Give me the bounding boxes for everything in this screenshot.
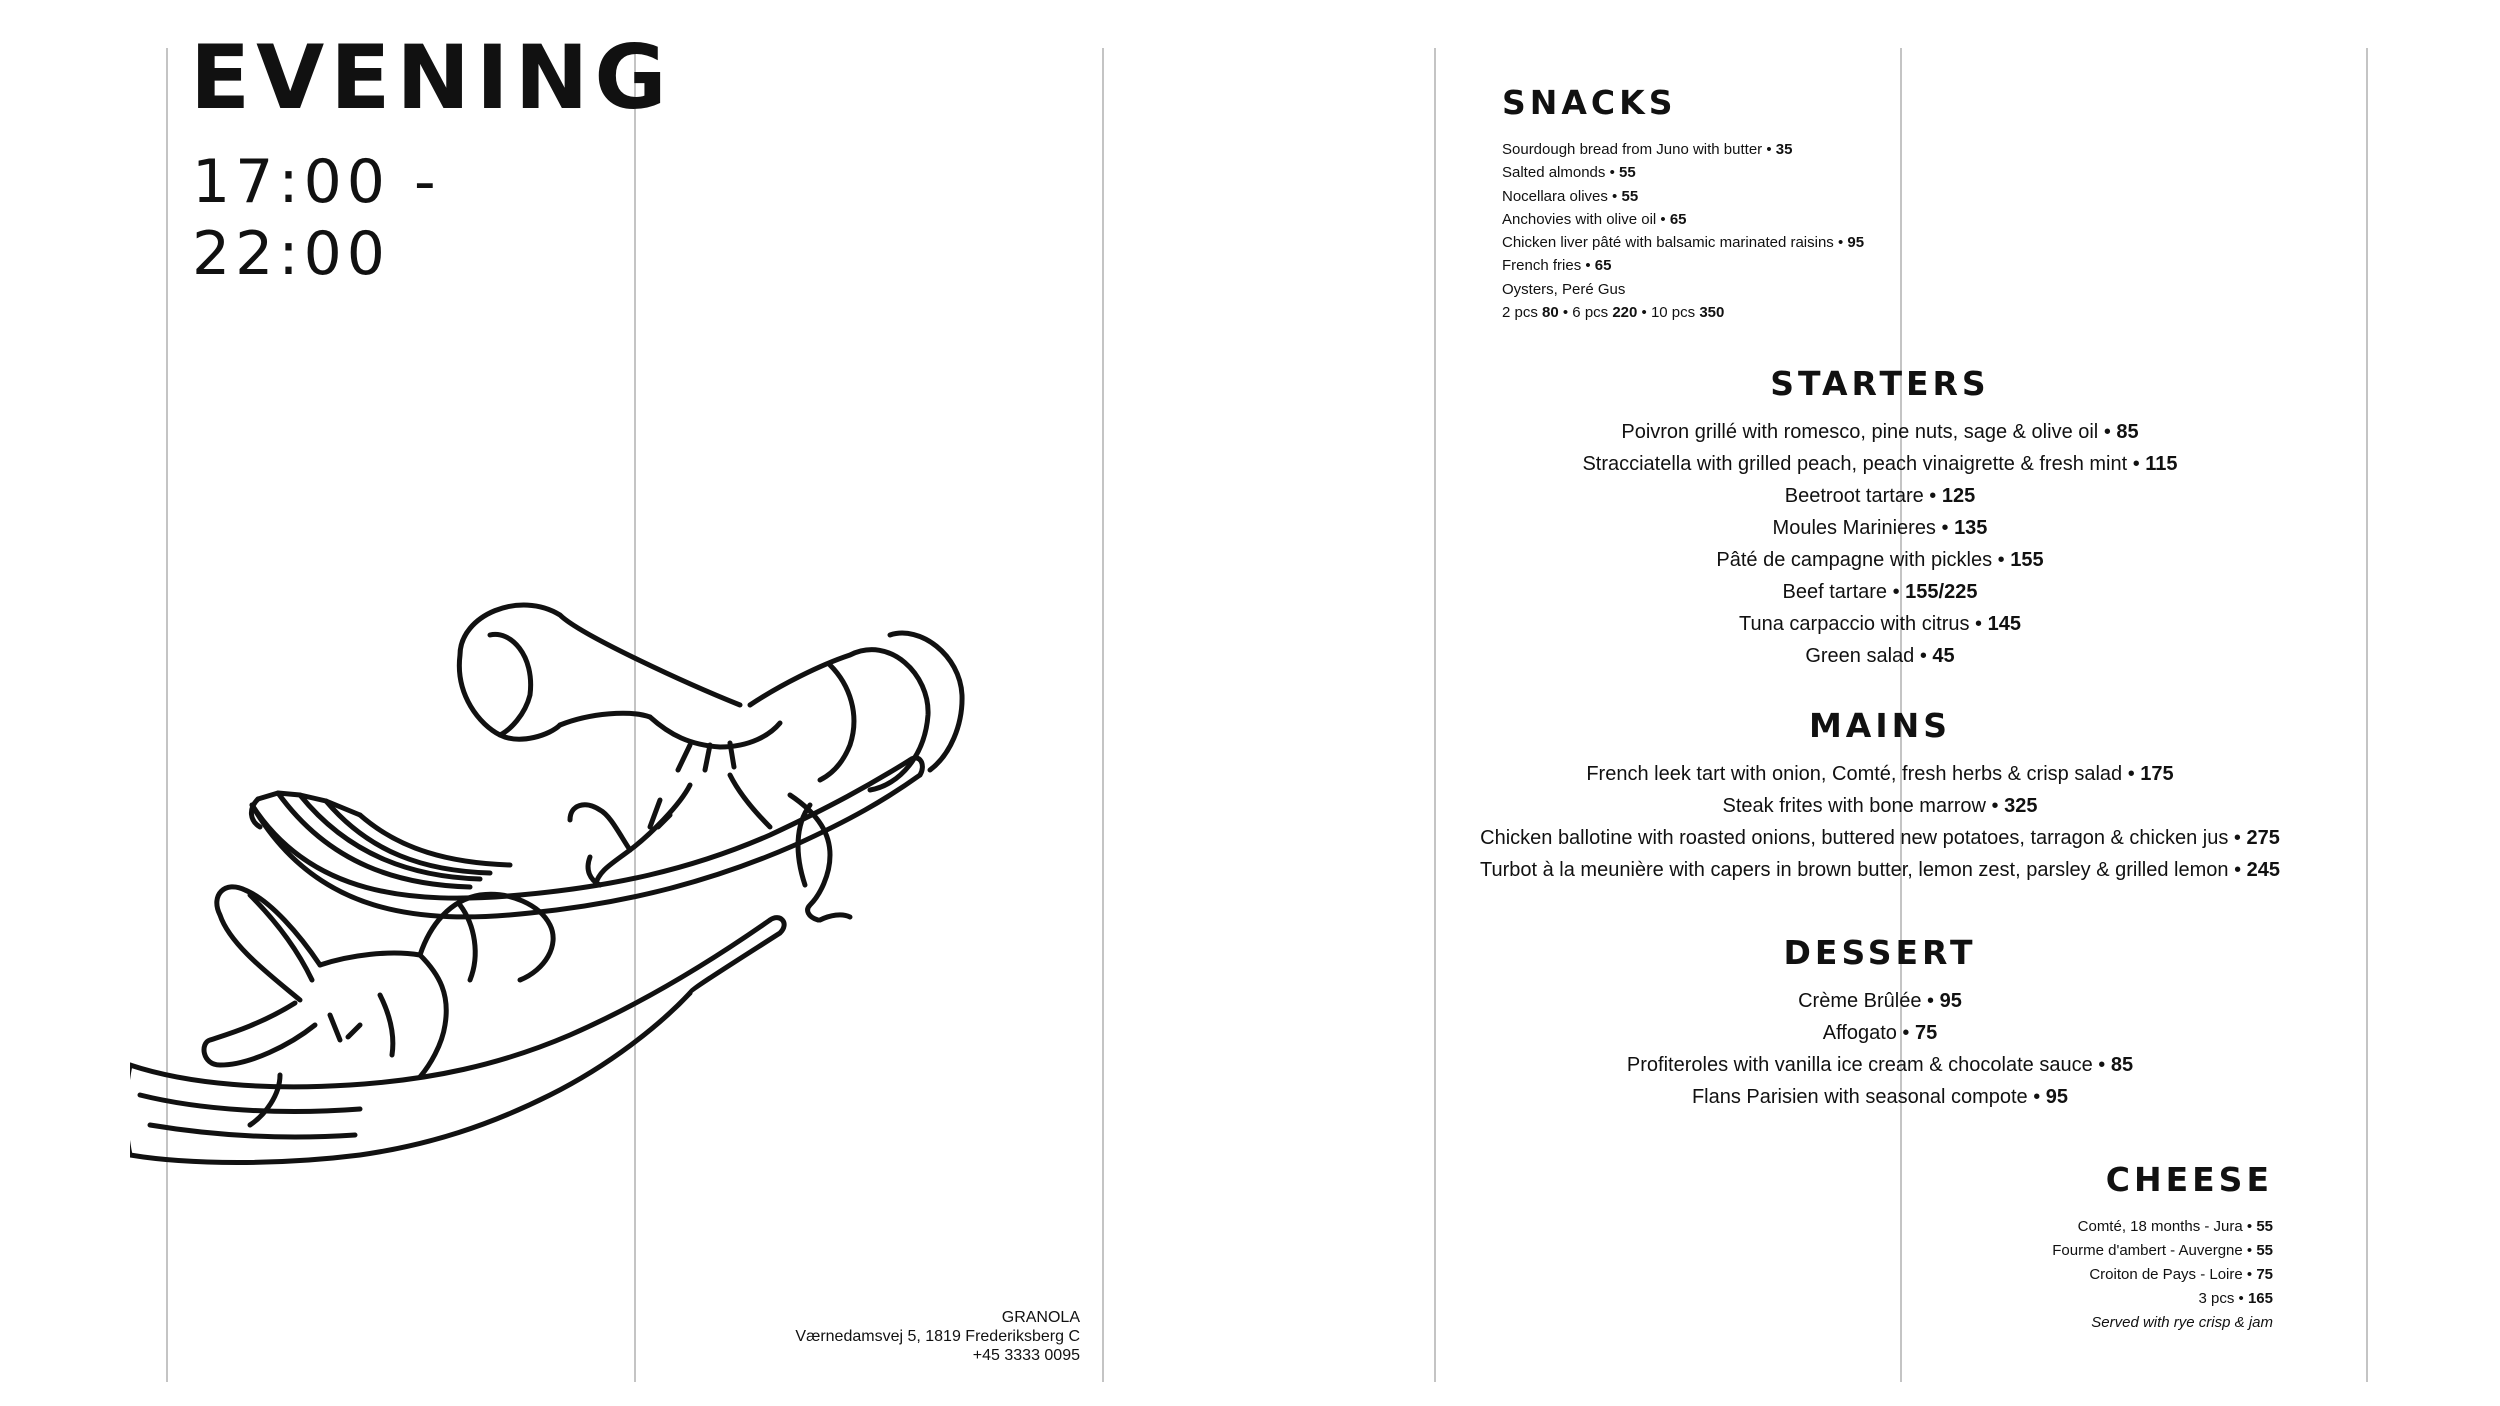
section-title-mains: MAINS — [1808, 706, 1952, 745]
starters-list — [1480, 416, 2280, 672]
hours-end: 22:00 — [192, 219, 390, 289]
cheese-note: Served with rye crisp & jam — [2091, 1314, 2273, 1331]
menu-item: Flans Parisien with seasonal compote • 95 — [1691, 1086, 2069, 1108]
mains-list — [1480, 758, 2280, 886]
restaurant-phone: +45 3333 0095 — [972, 1347, 1080, 1364]
menu-item: Green salad • 45 — [1805, 645, 1955, 667]
column-divider — [1102, 48, 1104, 1382]
opening-hours — [192, 146, 441, 290]
menu-item: Anchovies with olive oil • 65 — [1502, 210, 1687, 228]
lower-fork — [130, 918, 784, 1163]
section-title-cheese: CHEESE — [2105, 1160, 2273, 1199]
cheese-list — [2052, 1215, 2273, 1335]
dessert-list — [1480, 985, 2280, 1113]
menu-item: Salted almonds • 55 — [1502, 164, 1636, 182]
restaurant-address-block — [795, 1308, 1080, 1365]
snacks-list — [1502, 138, 1864, 324]
menu-item: Crème Brûlée • 95 — [1798, 990, 1962, 1012]
menu-item: Turbot à la meunière with capers in brown butter, lemon zest, parsley & grilled lemon • 245 — [1480, 859, 2281, 881]
menu-item: French leek tart with onion, Comté, fresh herbs & crisp salad • 175 — [1586, 763, 2174, 785]
upper-ribbon — [459, 605, 962, 920]
menu-item: Chicken ballotine with roasted onions, buttered new potatoes, tarragon & chicken jus • 275 — [1480, 827, 2280, 849]
menu-item: Tuna carpaccio with citrus • 145 — [1739, 613, 2021, 635]
lower-ribbon — [204, 887, 553, 1125]
menu-item: Nocellara olives • 55 — [1502, 187, 1639, 205]
menu-item: Fourme d'ambert - Auvergne • 55 — [2052, 1242, 2273, 1259]
column-divider — [1434, 48, 1436, 1382]
menu-item: Profiteroles with vanilla ice cream & chocolate sauce • 85 — [1626, 1054, 2134, 1076]
menu-item-oyster-prices: 2 pcs 80 • 6 pcs 220 • 10 pcs 350 — [1502, 304, 1725, 322]
menu-item: Chicken liver pâté with balsamic marinated raisins • 95 — [1502, 234, 1865, 252]
menu-item: Steak frites with bone marrow • 325 — [1722, 795, 2038, 817]
menu-item: Comté, 18 months - Jura • 55 — [2077, 1218, 2273, 1235]
section-title-dessert: DESSERT — [1783, 933, 1977, 972]
section-title-snacks: SNACKS — [1502, 83, 1677, 122]
column-divider — [2366, 48, 2368, 1382]
section-title-starters: STARTERS — [1770, 364, 1990, 403]
forks-with-ribbons-illustration — [130, 595, 1060, 1195]
page-title: EVENING — [190, 26, 673, 129]
restaurant-name: GRANOLA — [1001, 1309, 1080, 1326]
menu-item: Affogato • 75 — [1822, 1022, 1938, 1044]
menu-item: Sourdough bread from Juno with butter • 35 — [1502, 141, 1793, 158]
menu-item: Beetroot tartare • 125 — [1784, 485, 1976, 507]
hours-start: 17:00 - — [192, 147, 441, 217]
menu-item: 3 pcs • 165 — [2198, 1290, 2273, 1307]
restaurant-address: Værnedamsvej 5, 1819 Frederiksberg C — [795, 1328, 1080, 1345]
menu-item: Stracciatella with grilled peach, peach vinaigrette & fresh mint • 115 — [1582, 453, 2178, 475]
menu-item: French fries • 65 — [1502, 257, 1612, 275]
menu-item: Moules Marinieres • 135 — [1772, 517, 1988, 539]
menu-item: Pâté de campagne with pickles • 155 — [1716, 549, 2044, 571]
menu-item-oysters: Oysters, Peré Gus — [1502, 280, 1626, 298]
menu-item: Beef tartare • 155/225 — [1782, 581, 1978, 603]
menu-item: Poivron grillé with romesco, pine nuts, sage & olive oil • 85 — [1621, 421, 2139, 443]
menu-item: Croiton de Pays - Loire • 75 — [2089, 1266, 2273, 1283]
